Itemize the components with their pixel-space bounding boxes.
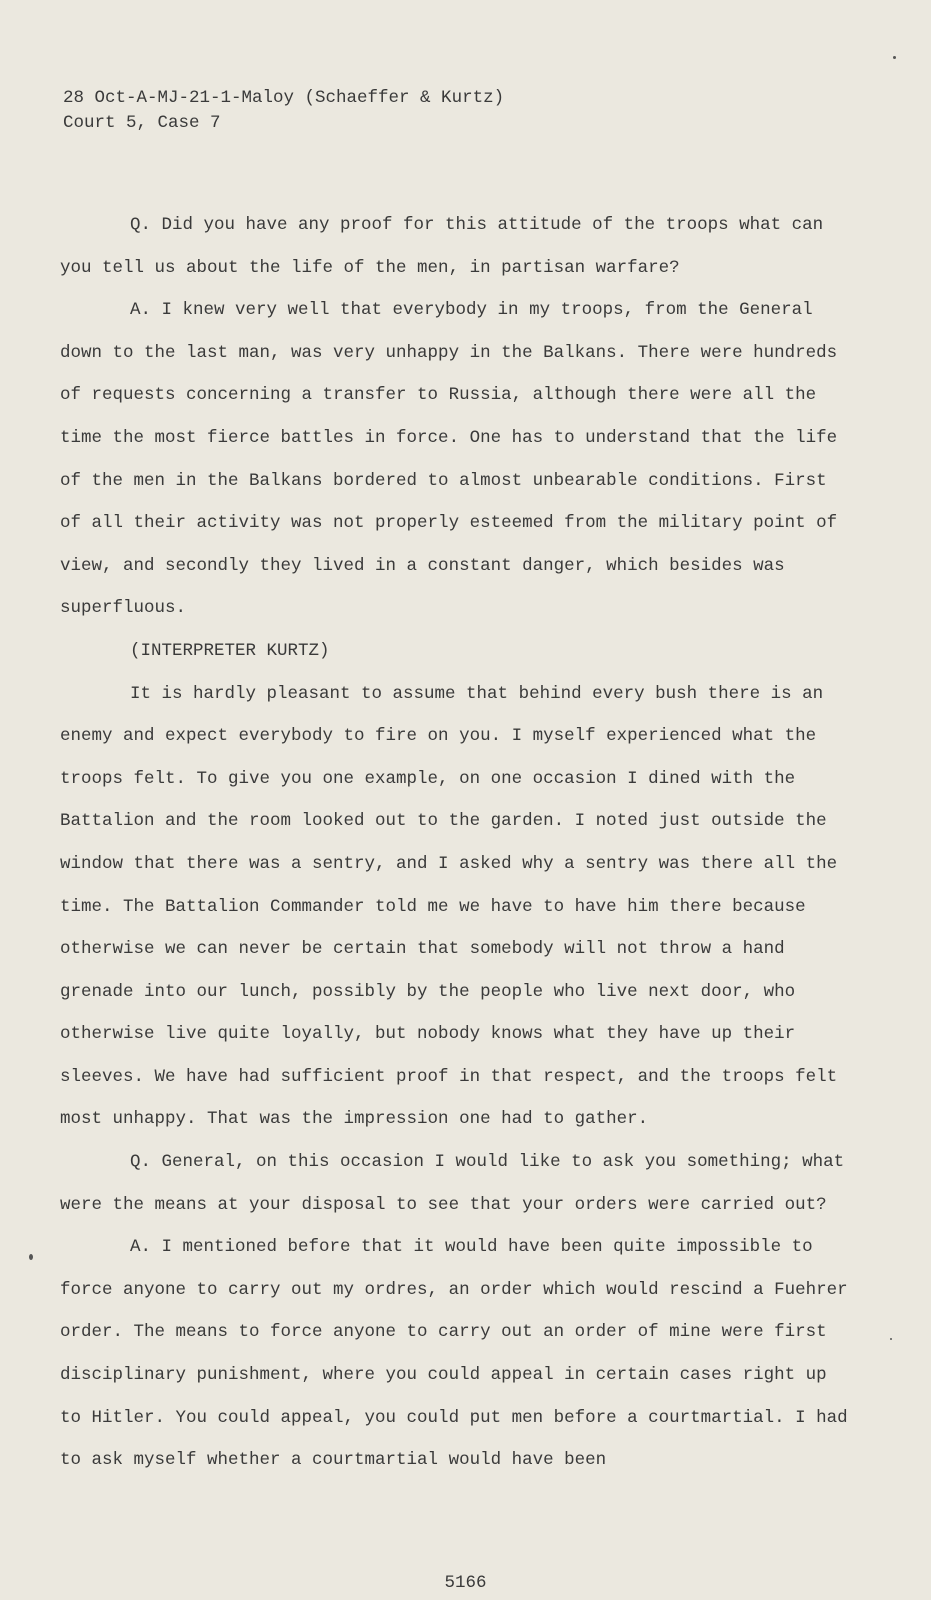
- paragraph-question-1: Q. Did you have any proof for this attitude of the troops what can you tell us about the life of the men, in partisan warfare?: [60, 215, 824, 278]
- paragraph-answer-1-continued: It is hardly pleasant to assume that behind every bush there is an enemy and expect everybody to fire on you. I myself experienced what the troops felt. To give you one example, on one occasion I dined with the Battalion and the room looked out to the garden. I noted just outside the window that there was a sentry, and I asked why a sentry was there all the time. The Battalion Commander told me we have to have him there because otherwise we can never be certain that somebody will not throw a hand grenade into our lunch, possibly by the people who live next door, who otherwise live quite loyally, but nobody knows what they have up their sleeves. We have had sufficient proof in that respect, and the troops felt most unhappy. That was the impression one had to gather.: [60, 683, 838, 1130]
- interpreter-note: (INTERPRETER KURTZ): [130, 640, 330, 661]
- page-number: 5166: [444, 1573, 487, 1593]
- transcript-body: [60, 204, 850, 1482]
- paper-speck: [29, 1254, 33, 1260]
- paper-speck: [890, 1338, 892, 1340]
- paragraph-question-2: Q. General, on this occasion I would like to ask you something; what were the means at your disposal to see that your orders were carried out?: [60, 1152, 845, 1215]
- paragraph-answer-2: A. I mentioned before that it would have been quite impossible to force anyone to carry out my ordres, an order which would rescind a Fuehrer order. The means to force anyone to carry out an order of mine were first disciplinary punishment, where you could appeal in certain cases right up to Hitler. You could appeal, you could put men before a courtmartial. I had to ask myself whether a courtmartial would have been: [60, 1237, 848, 1471]
- header-line-2: Court 5, Case 7: [63, 113, 221, 133]
- paper-speck: [893, 56, 896, 59]
- paragraph-answer-1: A. I knew very well that everybody in my troops, from the General down to the last man, was very unhappy in the Balkans. There were hundreds of requests concerning a transfer to Russia, although there were all the time the most fierce battles in force. One has to understand that the life of the men in the Balkans bordered to almost unbearable conditions. First of all their activity was not properly esteemed from the military point of view, and secondly they lived in a constant danger, which besides was superfluous.: [60, 300, 838, 619]
- document-header: [63, 86, 504, 136]
- header-line-1: 28 Oct-A-MJ-21-1-Maloy (Schaeffer & Kurtz): [63, 88, 505, 108]
